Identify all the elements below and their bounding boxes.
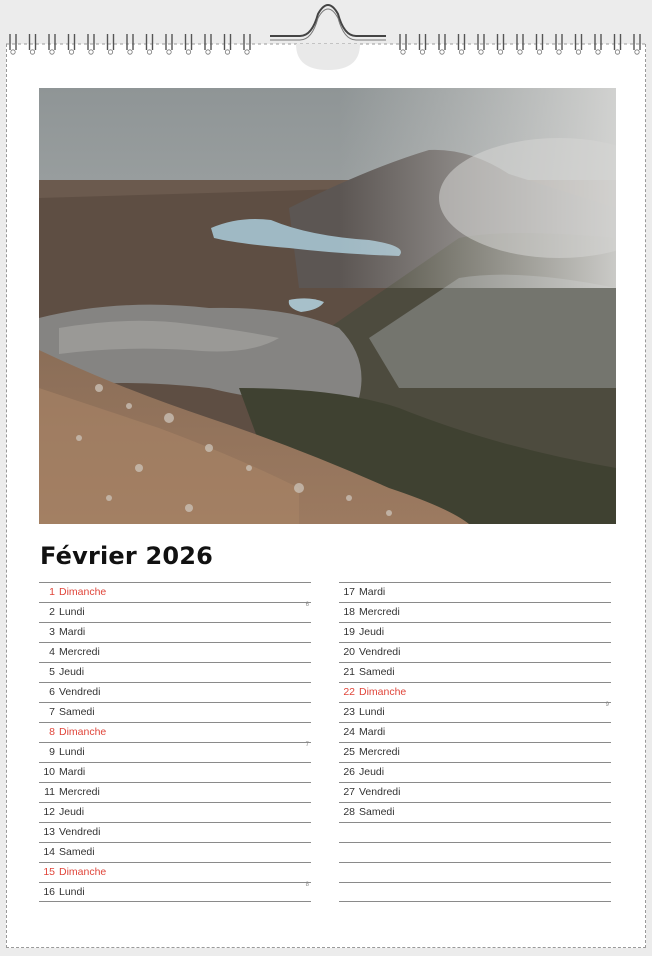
day-row bbox=[339, 742, 611, 762]
day-number: 16 bbox=[43, 886, 55, 898]
day-name: Mardi bbox=[359, 586, 386, 598]
day-number: 21 bbox=[343, 666, 355, 678]
wire-binding bbox=[0, 0, 652, 70]
day-number: 15 bbox=[43, 866, 55, 878]
day-row bbox=[39, 582, 311, 602]
day-name: Vendredi bbox=[359, 786, 401, 798]
day-name: Lundi bbox=[59, 746, 85, 758]
day-name: Dimanche bbox=[359, 686, 407, 698]
day-number: 7 bbox=[49, 706, 55, 718]
day-number: 1 bbox=[49, 586, 55, 598]
day-name: Dimanche bbox=[59, 866, 107, 878]
day-number: 26 bbox=[343, 766, 355, 778]
month-title: Février 2026 bbox=[40, 542, 214, 570]
day-number: 4 bbox=[49, 646, 55, 658]
day-row bbox=[39, 742, 311, 762]
day-row bbox=[39, 802, 311, 822]
day-number: 11 bbox=[44, 786, 55, 798]
day-row bbox=[339, 822, 611, 842]
day-name: Mardi bbox=[59, 766, 86, 778]
day-name: Jeudi bbox=[59, 666, 85, 678]
day-row bbox=[39, 822, 311, 842]
day-row bbox=[39, 622, 311, 642]
day-name: Mercredi bbox=[59, 786, 100, 798]
day-row bbox=[39, 882, 311, 902]
day-number: 24 bbox=[343, 726, 355, 738]
day-name: Lundi bbox=[59, 886, 85, 898]
day-row bbox=[39, 762, 311, 782]
day-name: Samedi bbox=[359, 666, 395, 678]
day-list-left bbox=[39, 582, 311, 902]
day-number: 27 bbox=[343, 786, 355, 798]
day-row bbox=[39, 842, 311, 862]
day-row bbox=[39, 662, 311, 682]
day-name: Samedi bbox=[59, 706, 95, 718]
day-name: Samedi bbox=[59, 846, 95, 858]
day-row bbox=[339, 582, 611, 602]
day-number: 23 bbox=[343, 706, 355, 718]
day-row bbox=[339, 762, 611, 782]
day-row bbox=[339, 662, 611, 682]
day-list-right bbox=[339, 582, 611, 902]
day-name: Dimanche bbox=[59, 726, 107, 738]
day-row bbox=[39, 642, 311, 662]
day-number: 18 bbox=[343, 606, 355, 618]
week-number: 9 bbox=[605, 702, 609, 708]
day-name: Lundi bbox=[59, 606, 85, 618]
day-row bbox=[39, 782, 311, 802]
day-number: 28 bbox=[343, 806, 355, 818]
day-row bbox=[339, 622, 611, 642]
day-row bbox=[339, 842, 611, 862]
day-number: 5 bbox=[49, 666, 55, 678]
day-row bbox=[339, 642, 611, 662]
day-name: Mercredi bbox=[359, 606, 400, 618]
day-name: Mercredi bbox=[359, 746, 400, 758]
week-number: 7 bbox=[305, 742, 309, 748]
day-number: 8 bbox=[49, 726, 55, 738]
day-name: Vendredi bbox=[359, 646, 401, 658]
week-number: 8 bbox=[305, 882, 309, 888]
day-row bbox=[339, 722, 611, 742]
day-row bbox=[39, 862, 311, 882]
day-row bbox=[339, 782, 611, 802]
day-number: 20 bbox=[343, 646, 355, 658]
week-number: 6 bbox=[305, 602, 309, 608]
day-row bbox=[339, 702, 611, 722]
day-name: Vendredi bbox=[59, 686, 101, 698]
day-name: Dimanche bbox=[59, 586, 107, 598]
day-name: Mardi bbox=[359, 726, 386, 738]
day-name: Lundi bbox=[359, 706, 385, 718]
day-row bbox=[339, 682, 611, 702]
day-number: 19 bbox=[343, 626, 355, 638]
day-number: 25 bbox=[343, 746, 355, 758]
day-row bbox=[339, 862, 611, 882]
day-row bbox=[339, 802, 611, 822]
day-name: Mercredi bbox=[59, 646, 100, 658]
day-number: 9 bbox=[49, 746, 55, 758]
day-row bbox=[39, 722, 311, 742]
day-number: 17 bbox=[343, 586, 355, 598]
day-row bbox=[39, 602, 311, 622]
day-name: Jeudi bbox=[359, 766, 385, 778]
day-name: Vendredi bbox=[59, 826, 101, 838]
day-name: Mardi bbox=[59, 626, 86, 638]
day-name: Jeudi bbox=[59, 806, 85, 818]
day-row bbox=[339, 882, 611, 902]
day-number: 22 bbox=[343, 686, 355, 698]
day-number: 13 bbox=[43, 826, 55, 838]
day-number: 3 bbox=[49, 626, 55, 638]
day-row bbox=[39, 682, 311, 702]
day-name: Jeudi bbox=[359, 626, 385, 638]
day-name: Samedi bbox=[359, 806, 395, 818]
day-number: 6 bbox=[49, 686, 55, 698]
calendar-photo bbox=[39, 88, 616, 524]
day-number: 2 bbox=[49, 606, 55, 618]
day-number: 10 bbox=[43, 766, 55, 778]
day-row bbox=[39, 702, 311, 722]
day-number: 14 bbox=[43, 846, 55, 858]
day-row bbox=[339, 602, 611, 622]
day-number: 12 bbox=[43, 806, 55, 818]
